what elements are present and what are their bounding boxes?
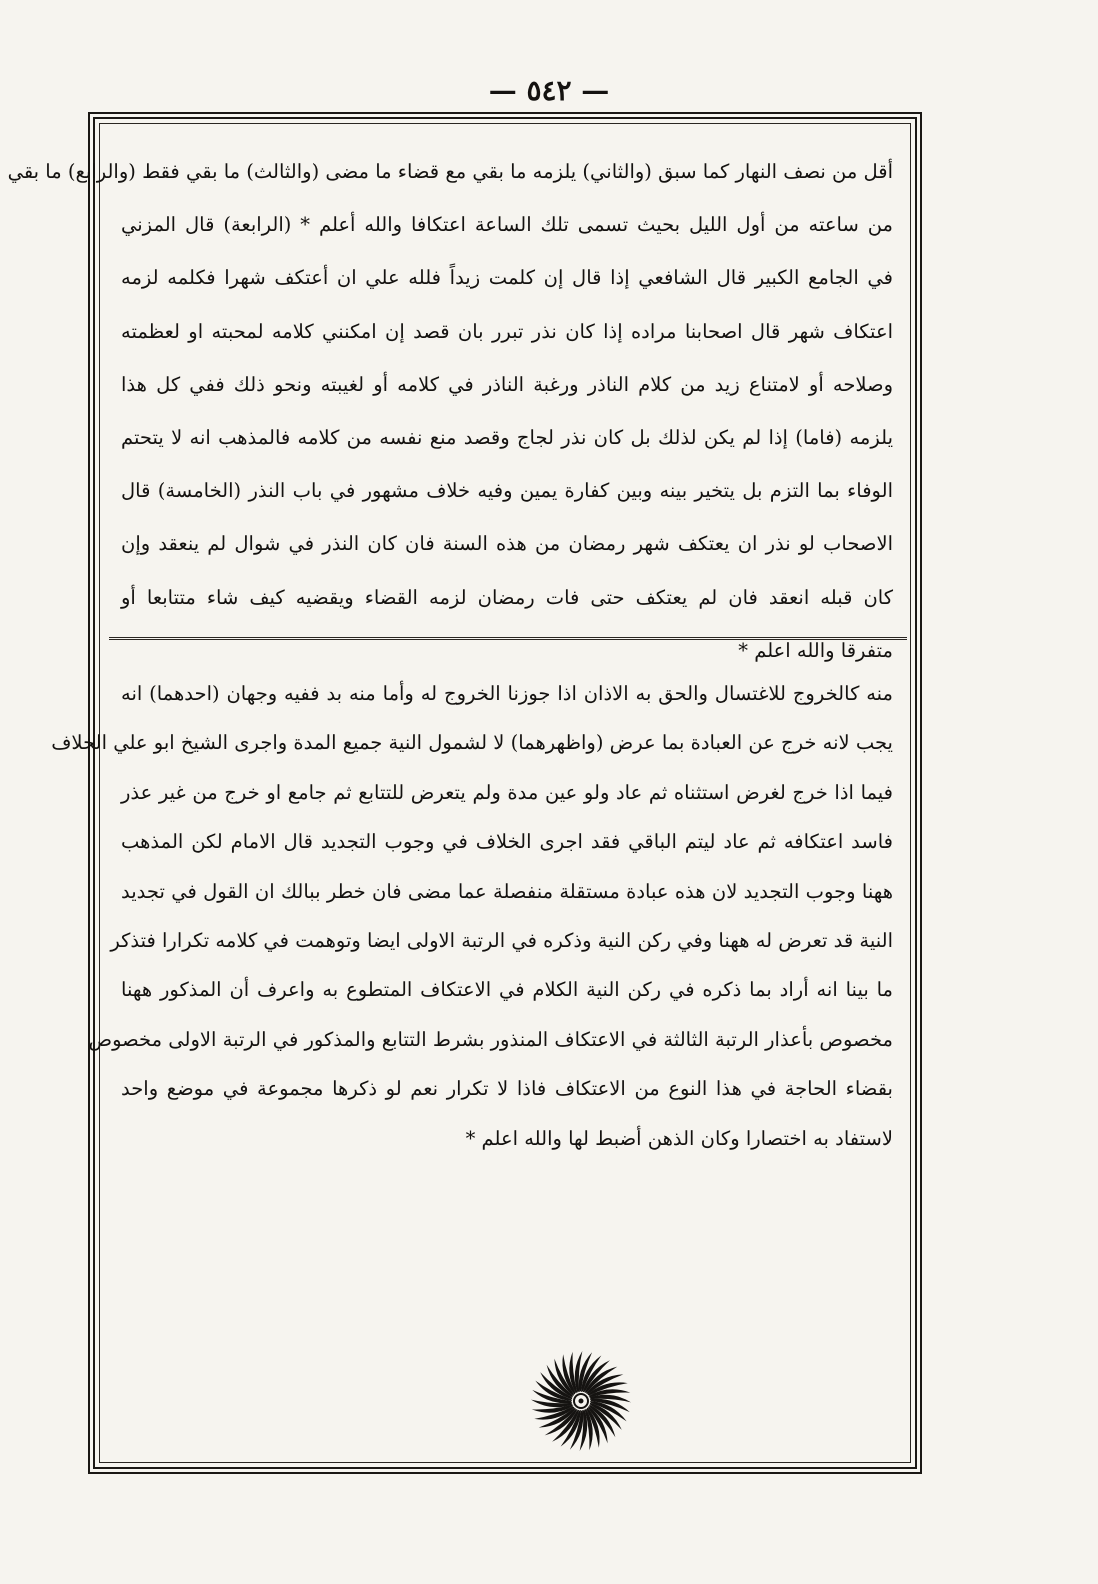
main-text (7, 145, 893, 677)
page-frame (7, 112, 922, 1474)
footnote-line: مخصوص بأعذار الرتبة الثالثة في الاعتكاف المنذور بشرط التتابع والمذكور في الرتبة الاولى مخصوص (88, 1027, 893, 1051)
main-text-line: أقل من نصف النهار كما سبق (والثاني) يلزمه ما بقي مع قضاء ما مضى (والثالث) ما بقي فقط (والرابع) ما بقي (7, 160, 893, 183)
main-text-line: الاصحاب لو نذر ان يعتكف شهر رمضان من هذه السنة فان كان النذر في شوال لم ينعقد وإن (121, 532, 893, 556)
main-text-line: كان قبله انعقد فان لم يعتكف حتى فات رمضان لزمه القضاء ويقضيه كيف شاء متتابعا أو (121, 585, 893, 609)
footnote-line: النية قد تعرض له ههنا وفي ركن النية وذكره في الرتبة الاولى ايضا وتوهمت في كلامه تكرارا فتذكر (110, 928, 893, 952)
main-text-line: متفرقا والله اعلم * (738, 638, 893, 662)
main-text-line: وصلاحه أو لامتناع زيد من كلام الناذر ورغبة الناذر في كلامه أو لغيبته ونحو ذلك ففي كل هذا (121, 372, 893, 396)
main-text-line: يلزمه (فاما) إذا لم يكن لذلك بل كان نذر لجاج وقصد منع نفسه من كلامه فالمذهب انه لا يتحتم (121, 425, 893, 449)
main-text-line: من ساعته من أول الليل بحيث تسمى تلك الساعة اعتكافا والله أعلم * (الرابعة) قال المزني (121, 213, 893, 237)
footnote-line: فاسد اعتكافه ثم عاد ليتم الباقي فقد اجرى الخلاف في وجوب التجديد قال الامام لكن المذهب (121, 830, 893, 854)
footnote-line: فيما اذا خرج لغرض استثناه ثم عاد ولو عين مدة ولم يتعرض للتتابع ثم جامع او خرج من غير عذر (121, 780, 893, 804)
footnote-text (51, 669, 893, 1163)
page-number: — ٥٤٢ — (488, 74, 610, 107)
main-text-line: الوفاء بما التزم بل يتخير بينه وبين كفارة يمين وفيه خلاف مشهور في باب النذر (الخامسة) قال (121, 479, 893, 503)
footnote-line: لاستفاد به اختصارا وكان الذهن أضبط لها والله اعلم * (465, 1126, 893, 1150)
footnote-line: بقضاء الحاجة في هذا النوع من الاعتكاف فاذا لا تكرار نعم لو ذكرها مجموعة في موضع واحد (121, 1077, 893, 1101)
footnote-separator (109, 637, 907, 640)
footnote-line: ههنا وجوب التجديد لان هذه عبادة مستقلة منفصلة عما مضى فان خطر ببالك ان القول في تجديد (121, 879, 893, 903)
footnote-line: منه كالخروج للاغتسال والحق به الاذان اذا جوزنا الخروج له وأما منه بد ففيه وجهان (احدهما) انه (121, 682, 893, 705)
main-text-line: اعتكاف شهر قال اصحابنا مراده إذا كان نذر تبرر بان قصد إن امكنني كلامه لمحبته او لعظمته (121, 319, 893, 343)
main-text-line: في الجامع الكبير قال الشافعي إذا قال إن كلمت زيداً فلله علي ان أعتكف شهرا فكلمه لزمه (121, 266, 893, 290)
footnote-line: ما بينا انه أراد بما ذكره في ركن النية الكلام في الاعتكاف المتطوع به واعرف أن المذكور ههنا (121, 978, 893, 1002)
sunburst-ornament-icon (525, 1345, 637, 1457)
footnote-line: يجب لانه خرج عن العبادة بما عرض (واظهرهما) لا لشمول النية جميع المدة واجرى الشيخ ابو علي الخلاف (51, 731, 893, 755)
